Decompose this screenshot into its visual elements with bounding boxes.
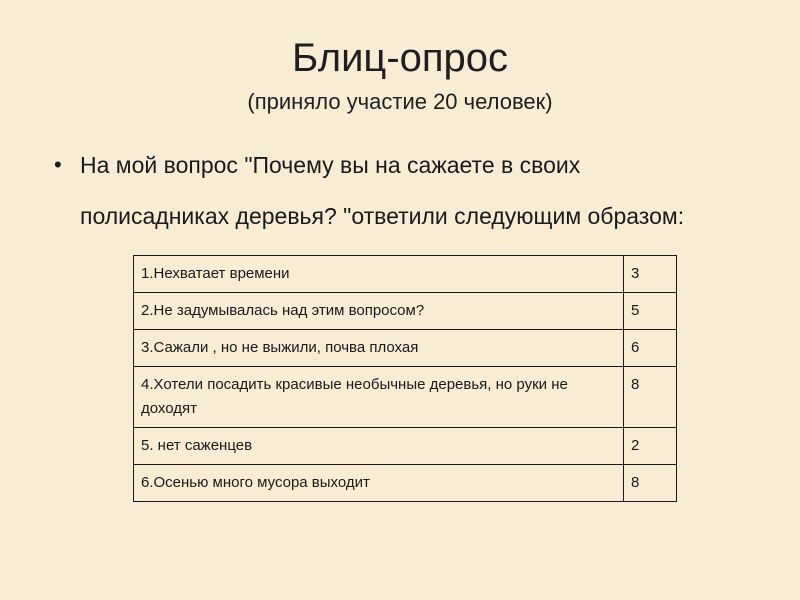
answer-cell: 5. нет саженцев: [134, 428, 624, 465]
table-row: [134, 465, 677, 502]
table-row: [134, 367, 677, 428]
table-row: [134, 428, 677, 465]
count-cell: 8: [624, 367, 677, 428]
table-row: [134, 256, 677, 293]
answer-cell: 1.Нехватает времени: [134, 256, 624, 293]
table-row: [134, 330, 677, 367]
slide-subtitle: (приняло участие 20 человек): [247, 89, 553, 114]
bullet-icon: •: [54, 152, 62, 177]
count-cell: 5: [624, 293, 677, 330]
count-cell: 8: [624, 465, 677, 502]
answer-cell: 2.Не задумывалась над этим вопросом?: [134, 293, 624, 330]
count-cell: 6: [624, 330, 677, 367]
slide-title: Блиц-опрос: [291, 36, 509, 80]
table-row: [134, 293, 677, 330]
answer-cell: 3.Сажали , но не выжили, почва плохая: [134, 330, 624, 367]
answer-cell: 4.Хотели посадить красивые необычные деревья, но руки не доходят: [134, 367, 624, 428]
count-cell: 3: [624, 256, 677, 293]
answer-cell: 6.Осенью много мусора выходит: [134, 465, 624, 502]
body-text: На мой вопрос "Почему вы на сажаете в своих полисадниках деревья? "ответили следующим образом:: [80, 152, 685, 229]
count-cell: 2: [624, 428, 677, 465]
poll-results-table: [133, 255, 677, 502]
